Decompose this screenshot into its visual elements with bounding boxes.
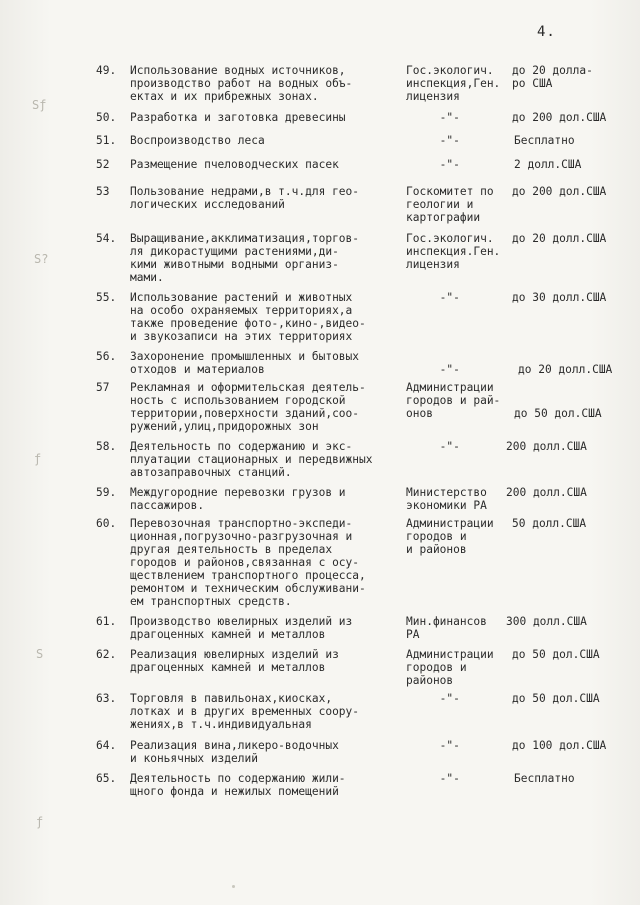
margin-mark: ƒ xyxy=(34,452,42,466)
row-authority: Мин.финансов РА xyxy=(406,615,487,641)
row-fee: до 20 долл.США xyxy=(518,363,613,376)
row-fee: до 20 долл.США xyxy=(512,232,607,245)
row-authority: -"- xyxy=(406,440,460,453)
row-authority: Администрации городов и и районов xyxy=(406,517,494,556)
row-number: 51. xyxy=(96,134,117,147)
row-authority: -"- xyxy=(406,134,460,147)
row-description: Использование растений и животных на особо охраняемых территориях,а также проведение фото-,кино-,видео- и звукозаписи на этих территориях xyxy=(130,291,366,343)
row-authority: -"- xyxy=(406,291,460,304)
margin-mark: Ѕ? xyxy=(34,252,49,266)
row-description: Выращивание,акклиматизация,торгов- ля дикорастущими растениями,ди- кими животными водными организ- мами. xyxy=(130,232,360,284)
row-number: 65. xyxy=(96,772,117,785)
row-authority: Госкомитет по геологии и картографии xyxy=(406,185,494,224)
margin-mark: Ѕƒ xyxy=(32,98,47,112)
row-authority: Министерство экономики РА xyxy=(406,486,487,512)
row-fee: 200 долл.США xyxy=(506,440,587,453)
row-authority: -"- xyxy=(406,111,460,124)
row-fee: Бесплатно xyxy=(514,772,575,785)
row-fee: до 30 долл.США xyxy=(512,291,607,304)
row-description: Пользование недрами,в т.ч.для гео- логических исследований xyxy=(130,185,360,211)
margin-mark: Ѕ xyxy=(36,647,44,661)
row-description: Торговля в павильонах,киосках, лотках и в других временных соору- жениях,в т.ч.индивидуальная xyxy=(130,692,360,731)
row-fee: до 50 дол.США xyxy=(512,648,600,661)
row-description: Использование водных источников, производство работ на водных объ- ектах и их прибрежных зонах. xyxy=(130,64,353,103)
row-fee: до 200 дол.США xyxy=(512,111,607,124)
row-number: 60. xyxy=(96,517,117,530)
row-authority: -"- xyxy=(406,772,460,785)
row-number: 49. xyxy=(96,64,117,77)
row-fee: Бесплатно xyxy=(514,134,575,147)
row-description: Деятельность по содержанию жили- щного фонда и нежилых помещений xyxy=(130,772,346,798)
row-number: 53 xyxy=(96,185,110,198)
row-description: Перевозочная транспортно-экспеди- ционная,погрузочно-разгрузочная и другая деятельность в пределах городов и районов,связанная с осу- ществлением транспортного процесса, ремонтом и техническим обслуживани- ем транспортных средств. xyxy=(130,517,366,608)
row-fee: до 50 дол.США xyxy=(512,692,600,705)
row-authority: Администрации городов и районов xyxy=(406,648,494,687)
row-number: 55. xyxy=(96,291,117,304)
row-fee: до 100 дол.США xyxy=(512,739,607,752)
row-number: 63. xyxy=(96,692,117,705)
row-fee: до 200 дол.США xyxy=(512,185,607,198)
row-description: Реализация вина,ликеро-водочных и коньячных изделий xyxy=(130,739,339,765)
row-authority: Администрации городов и рай- онов xyxy=(406,381,501,420)
row-description: Деятельность по содержанию и экс- плуатации стационарных и передвижных автозаправочных станций. xyxy=(130,440,373,479)
row-authority: -"- xyxy=(406,739,460,752)
row-description: Захоронение промышленных и бытовых отходов и материалов xyxy=(130,350,360,376)
row-fee: 300 долл.США xyxy=(506,615,587,628)
row-number: 54. xyxy=(96,232,117,245)
row-authority: -"- xyxy=(406,363,460,376)
row-authority: Гос.экологич. инспекция.Ген. лицензия xyxy=(406,232,501,271)
row-fee: 50 долл.США xyxy=(512,517,587,530)
row-description: Производство ювелирных изделий из драгоценных камней и металлов xyxy=(130,615,353,641)
row-number: 52 xyxy=(96,158,110,171)
row-fee: до 20 долла- ро США xyxy=(512,64,593,90)
row-authority: Гос.экологич. инспекция,Ген. лицензия xyxy=(406,64,501,103)
page-number: 4. xyxy=(537,24,556,40)
page-speck xyxy=(232,885,235,888)
row-description: Реализация ювелирных изделий из драгоценных камней и металлов xyxy=(130,648,339,674)
row-description: Разработка и заготовка древесины xyxy=(130,111,346,124)
row-number: 62. xyxy=(96,648,117,661)
row-authority: -"- xyxy=(406,692,460,705)
row-fee: до 50 дол.США xyxy=(514,407,602,420)
row-number: 61. xyxy=(96,615,117,628)
row-description: Рекламная и оформительская деятель- ность с использованием городской территории,поверхности зданий,соо- ружений,улиц,придорожных зон xyxy=(130,381,366,433)
row-number: 57 xyxy=(96,381,110,394)
row-description: Размещение пчеловодческих пасек xyxy=(130,158,339,171)
margin-mark: ƒ xyxy=(36,815,44,829)
row-authority: -"- xyxy=(406,158,460,171)
row-number: 59. xyxy=(96,486,117,499)
row-fee: 200 долл.США xyxy=(506,486,587,499)
row-number: 58. xyxy=(96,440,117,453)
row-number: 50. xyxy=(96,111,117,124)
row-number: 64. xyxy=(96,739,117,752)
row-fee: 2 долл.США xyxy=(514,158,582,171)
row-description: Воспроизводство леса xyxy=(130,134,265,147)
row-description: Междугородние перевозки грузов и пассажиров. xyxy=(130,486,346,512)
row-number: 56. xyxy=(96,350,117,363)
